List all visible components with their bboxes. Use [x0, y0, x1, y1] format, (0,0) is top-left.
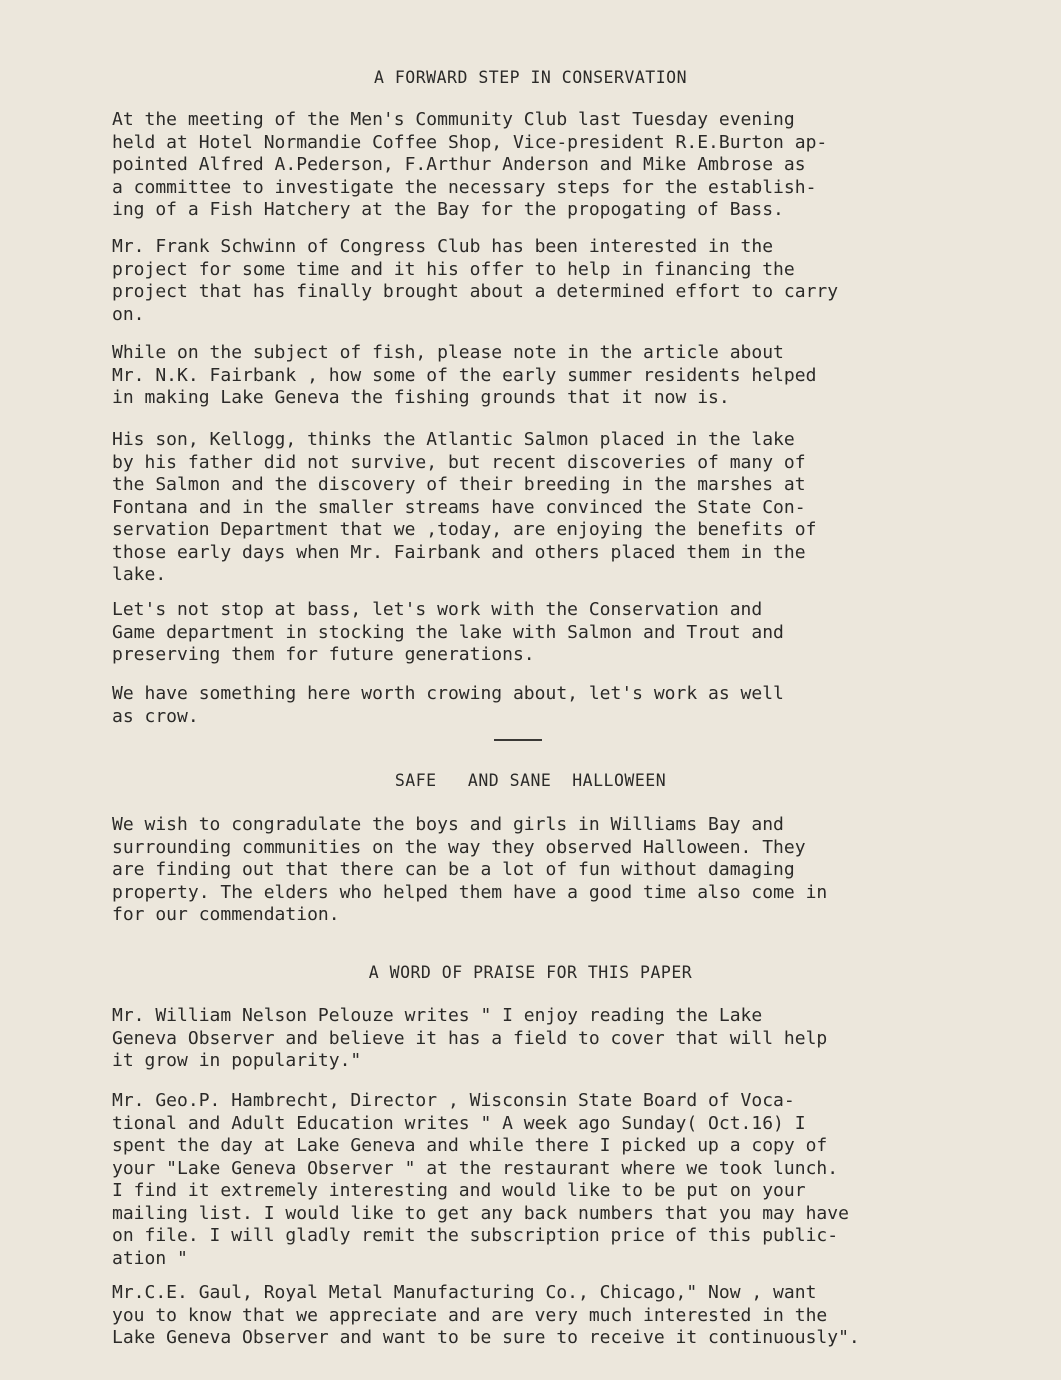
paragraph-schwinn: Mr. Frank Schwinn of Congress Club has been interested in the project for some time and it his offer to help in financing the project that has finally brought about a determined effort to carry on.	[112, 236, 839, 325]
paragraph-gaul: Mr.C.E. Gaul, Royal Metal Manufacturing Co., Chicago," Now , want you to know that we appreciate and are very much interested in the Lake Geneva Observer and want to be sure to receive it continuously".	[112, 1282, 860, 1348]
heading-safe-halloween: SAFE AND SANE HALLOWEEN	[394, 771, 667, 790]
paragraph-hambrecht: Mr. Geo.P. Hambrecht, Director , Wisconsin State Board of Voca- tional and Adult Education writes " A week ago Sunday( Oct.16) I spent the day at Lake Geneva and while there I picked up a copy of your "Lake Geneva Observer " at the restaurant where we took lunch. I find it extremely interesting and would like to be put on your mailing list. I would like to get any back numbers that you may have on file. I will gladly remit the subscription price of this public- ation "	[112, 1090, 849, 1269]
heading-forward-step: A FORWARD STEP IN CONSERVATION	[373, 68, 687, 87]
paragraph-pelouze: Mr. William Nelson Pelouze writes " I enjoy reading the Lake Geneva Observer and believe it has a field to cover that will help it grow in popularity."	[112, 1005, 828, 1071]
paragraph-bass-salmon-trout: Let's not stop at bass, let's work with the Conservation and Game department in stocking the lake with Salmon and Trout and preserving them for future generations.	[112, 599, 784, 665]
paragraph-halloween: We wish to congradulate the boys and girls in Williams Bay and surrounding communities on the way they observed Halloween. They are finding out that there can be a lot of fun without damaging property. The elders who helped them have a good time also come in for our commendation.	[112, 814, 828, 925]
section-divider	[494, 739, 542, 741]
heading-word-of-praise: A WORD OF PRAISE FOR THIS PAPER	[368, 963, 693, 982]
paragraph-worth-crowing: We have something here worth crowing about, let's work as well as crow.	[112, 683, 784, 727]
paragraph-fish-subject: While on the subject of fish, please note in the article about Mr. N.K. Fairbank , how some of the early summer residents helped in making Lake Geneva the fishing grounds that it now is.	[112, 342, 817, 408]
paragraph-club-meeting: At the meeting of the Men's Community Club last Tuesday evening held at Hotel Normandie Coffee Shop, Vice-president R.E.Burton ap- pointed Alfred A.Pederson, F.Arthur Anderson and Mike Ambrose as a committee to investigate the necessary steps for the establish- ing of a Fish Hatchery at the Bay for the propogating of Bass.	[112, 109, 828, 220]
paragraph-atlantic-salmon: His son, Kellogg, thinks the Atlantic Salmon placed in the lake by his father did not survive, but recent discoveries of many of the Salmon and the discovery of their breeding in the marshes at Fontana and in the smaller streams have convinced the State Con- servation Department that we ,today, are enjoying the benefits of those early days when Mr. Fairbank and others placed them in the lake.	[112, 429, 817, 585]
